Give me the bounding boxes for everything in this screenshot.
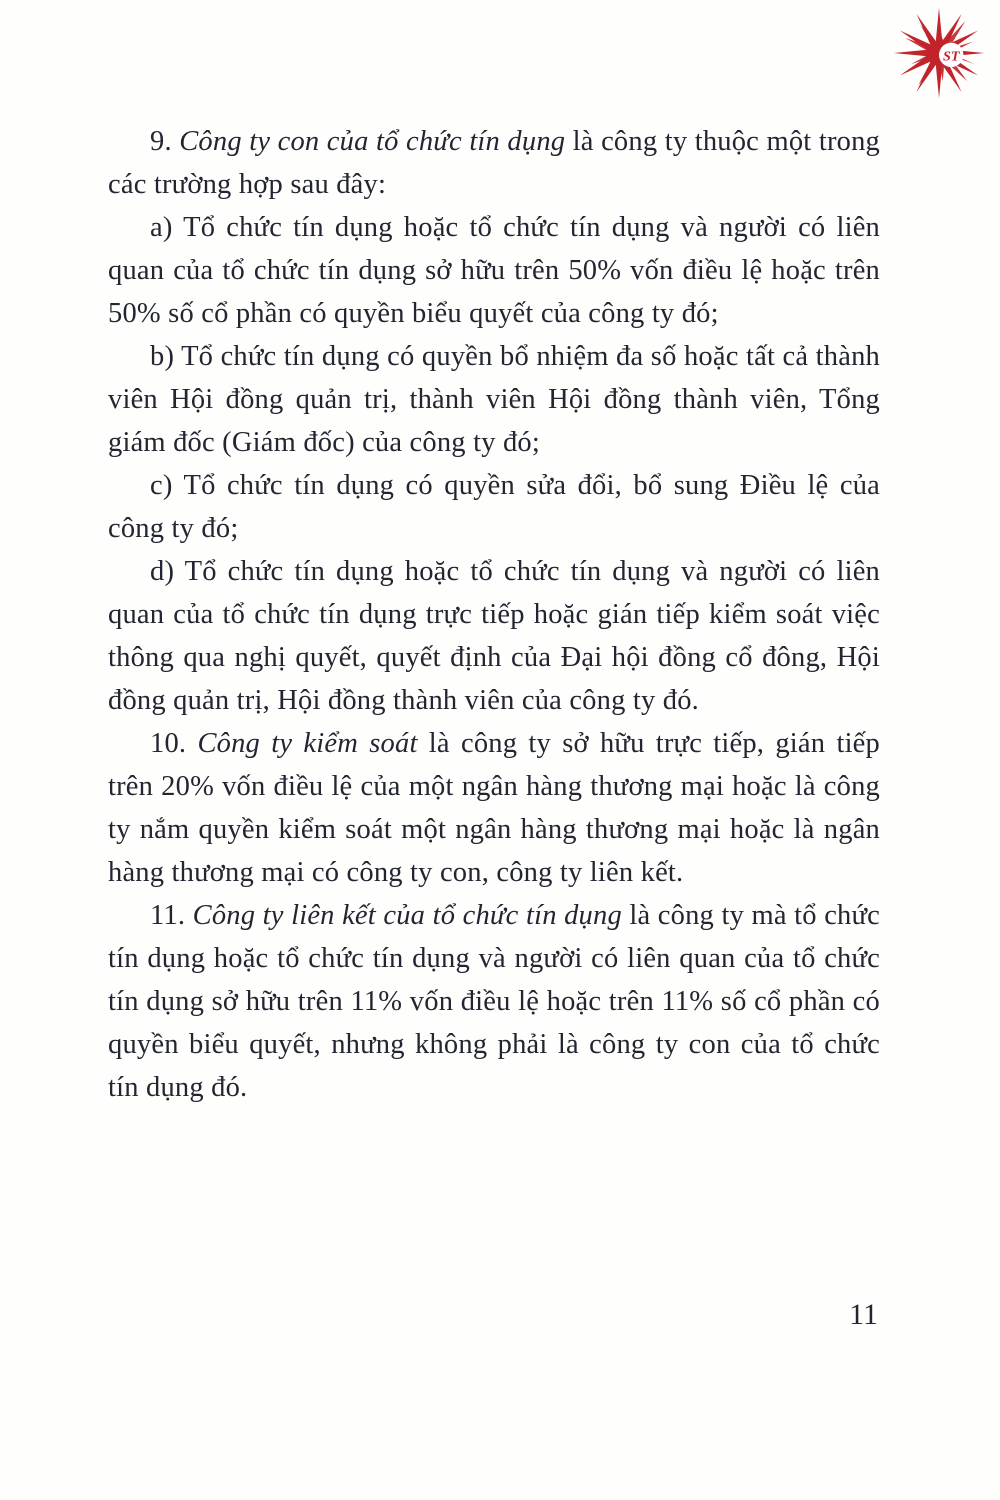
paragraph [108, 206, 880, 335]
text-run: là công ty sở hữu trực tiếp, gián tiếp trên 20% vốn điều lệ của một ngân hàng thương mại hoặc là công ty nắm quyền kiểm soát một ngân hàng thương mại hoặc là ngân hàng thương mại có công ty con, công ty liên kết. [108, 728, 880, 888]
document-body [108, 120, 880, 1109]
paragraph [108, 464, 880, 550]
defined-term-italic: Công ty con của tổ chức tín dụng [179, 126, 566, 157]
defined-term-italic: Công ty liên kết của tổ chức tín dụng [192, 900, 622, 931]
paragraph [108, 894, 880, 1109]
text-run: 11. [150, 900, 193, 931]
paragraph [108, 550, 880, 722]
page-number: 11 [849, 1298, 878, 1331]
text-run: 10. [150, 728, 198, 759]
text-run: d) Tổ chức tín dụng hoặc tổ chức tín dụng và người có liên quan của tổ chức tín dụng trực tiếp hoặc gián tiếp kiểm soát việc thông qua nghị quyết, quyết định của Đại hội đồng cổ đông, Hội đồng quản trị, Hội đồng thành viên của công ty đó. [108, 556, 880, 716]
paragraph [108, 335, 880, 464]
paragraph [108, 120, 880, 206]
starburst-icon [892, 6, 986, 100]
text-run: c) Tổ chức tín dụng có quyền sửa đổi, bổ sung Điều lệ của công ty đó; [108, 470, 880, 544]
defined-term-italic: Công ty kiểm soát [197, 728, 418, 759]
text-run: b) Tổ chức tín dụng có quyền bổ nhiệm đa số hoặc tất cả thành viên Hội đồng quản trị, thành viên Hội đồng thành viên, Tổng giám đốc (Giám đốc) của công ty đó; [108, 341, 880, 458]
text-run: 9. [150, 126, 180, 157]
paragraph [108, 722, 880, 894]
text-run: là công ty thuộc một trong các trường hợp sau đây: [108, 126, 880, 200]
publisher-starburst-logo [892, 6, 986, 100]
text-run: là công ty mà tổ chức tín dụng hoặc tổ chức tín dụng và người có liên quan của tổ chức tín dụng sở hữu trên 11% vốn điều lệ hoặc trên 11% số cổ phần có quyền biểu quyết, nhưng không phải là công ty con của tổ chức tín dụng đó. [108, 900, 880, 1103]
text-run: a) Tổ chức tín dụng hoặc tổ chức tín dụng và người có liên quan của tổ chức tín dụng sở hữu trên 50% vốn điều lệ hoặc trên 50% số cổ phần có quyền biểu quyết của công ty đó; [108, 212, 880, 329]
logo-monogram: ST [942, 48, 960, 65]
